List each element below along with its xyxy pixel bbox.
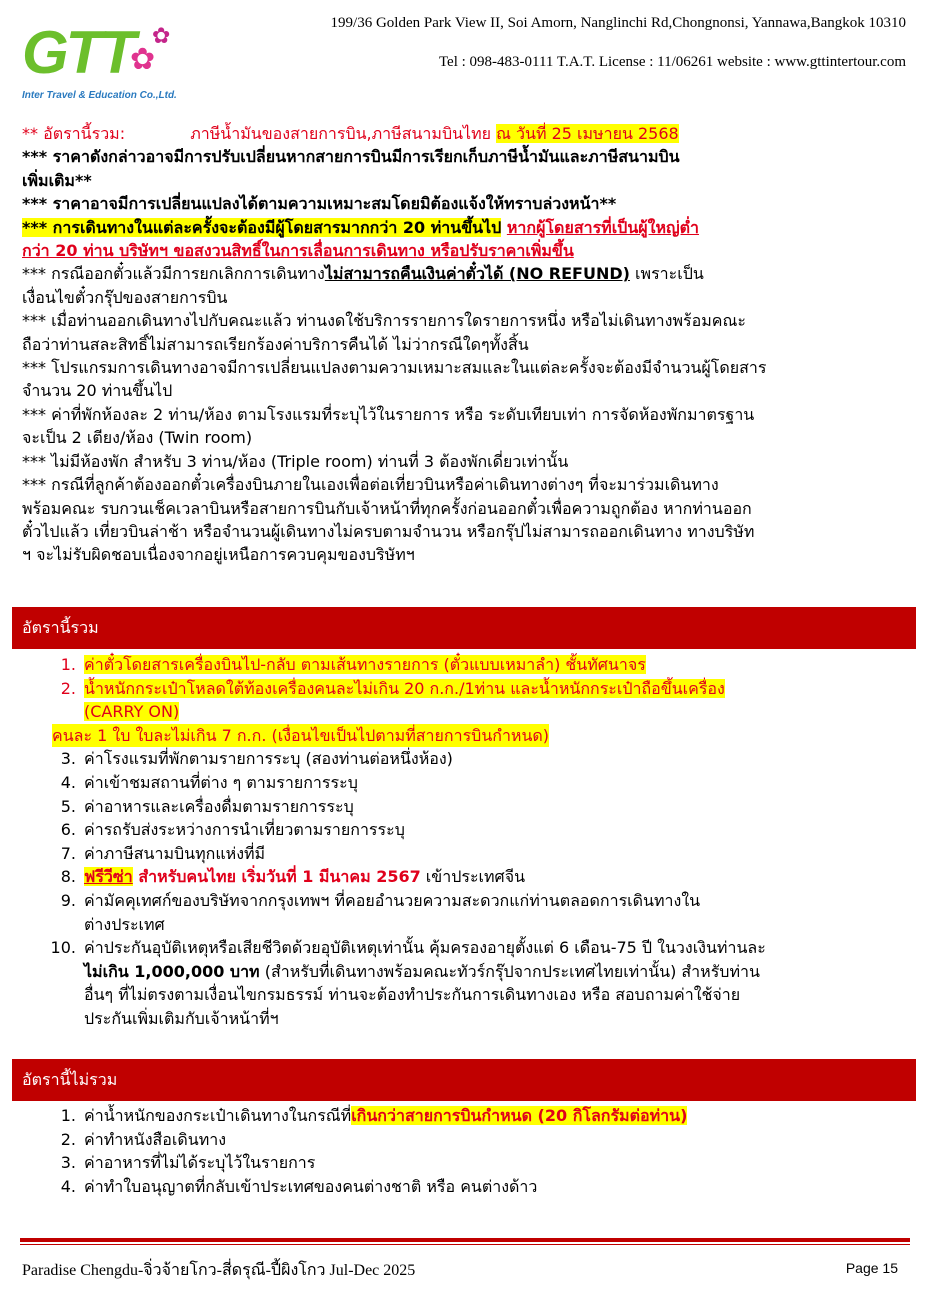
excluded-section-header: อัตรานี้ไม่รวม	[12, 1059, 916, 1101]
list-item: 7. ค่าภาษีสนามบินทุกแห่งที่มี	[60, 843, 266, 863]
footer-divider	[20, 1244, 910, 1245]
flower-icon: ✿	[152, 24, 171, 49]
logo-subtitle: Inter Travel & Education Co.,Ltd.	[22, 90, 177, 101]
included-section-header: อัตรานี้รวม	[12, 607, 916, 649]
list-item: 3. ค่าอาหารที่ไม่ได้ระบุไว้ในรายการ	[60, 1153, 316, 1173]
list-item: 5. ค่าอาหารและเครื่องดื่มตามรายการระบุ	[60, 796, 354, 816]
list-item: 6. ค่ารถรับส่งระหว่างการนำเที่ยวตามรายการระบุ	[60, 820, 405, 840]
note-line: เพิ่มเติม**	[22, 170, 92, 190]
company-contact: Tel : 098-483-0111 T.A.T. License : 11/06261 website : www.gttintertour.com	[438, 54, 906, 70]
list-item: 2. ค่าทำหนังสือเดินทาง	[60, 1129, 227, 1149]
flower-icon: ✿	[130, 42, 156, 77]
page-number: Page 15	[845, 1260, 898, 1276]
list-item: 9. ค่ามัคคุเทศก์ของบริษัทจากกรุงเทพฯ ที่คอยอำนวยความสะดวกแก่ท่านตลอดการเดินทางใน ต่างประเทศ	[60, 890, 701, 934]
company-address: 199/36 Golden Park View II, Soi Amorn, Nanglinchi Rd,Chongnonsi, Yannawa,Bangkok 10310	[330, 15, 906, 31]
company-logo	[22, 18, 182, 110]
note-line: จะเป็น 2 เตียง/ห้อง (Twin room)	[22, 428, 253, 448]
note-line: ** อัตรานี้รวม: ภาษีน้ำมันของสายการบิน,ภาษีสนามบินไทย ณ วันที่ 25 เมษายน 2568	[22, 124, 679, 143]
note-line: ฯ จะไม่รับผิดชอบเนื่องจากอยู่เหนือการควบคุมของบริษัทฯ	[22, 545, 415, 565]
list-item: 4. ค่าเข้าชมสถานที่ต่าง ๆ ตามรายการระบุ	[60, 772, 358, 792]
note-line: ถือว่าท่านสละสิทธิ์ไม่สามารถเรียกร้องค่าบริการคืนได้ ไม่ว่ากรณีใดๆทั้งสิ้น	[22, 334, 529, 354]
list-item: 1. ค่าตั๋วโดยสารเครื่องบินไป-กลับ ตามเส้นทางรายการ (ตั๋วแบบเหมาลำ) ชั้นทัศนาจร	[60, 655, 646, 674]
note-line: *** โปรแกรมการเดินทางอาจมีการเปลี่ยนแปลงตามความเหมาะสมและในแต่ละครั้งจะต้องมีจำนวนผู้โดยสาร	[22, 358, 767, 378]
footer-tour-name: Paradise Chengdu-จิ่วจ้ายโกว-สี่ดรุณี-ปี้ผิงโกว Jul-Dec 2025	[22, 1262, 416, 1279]
included-list	[22, 653, 910, 1031]
logo-text: GTT	[22, 19, 133, 86]
list-item-continuation: คนละ 1 ใบ ใบละไม่เกิน 7 ก.ก. (เงื่อนไขเป็นไปตามที่สายการบินกำหนด)	[52, 724, 910, 748]
note-line: *** ค่าที่พักห้องละ 2 ท่าน/ห้อง ตามโรงแรมที่ระบุไว้ในรายการ หรือ ระดับเทียบเท่า การจัดห้องพักมาตรฐาน	[22, 404, 755, 424]
list-item: 3. ค่าโรงแรมที่พักตามรายการระบุ (สองท่านต่อหนึ่งห้อง)	[60, 749, 453, 769]
list-item: 2. น้ำหนักกระเป๋าโหลดใต้ท้องเครื่องคนละไม่เกิน 20 ก.ก./1ท่าน และน้ำหนักกระเป๋าถือขึ้นเครื่อง (CARRY ON)	[60, 678, 725, 722]
notes-block	[22, 122, 910, 567]
list-item: 8. ฟรีวีซ่า สำหรับคนไทย เริ่มวันที่ 1 มีนาคม 2567 เข้าประเทศจีน	[60, 867, 526, 887]
list-item: 4. ค่าทำใบอนุญาตที่กลับเข้าประเทศของคนต่างชาติ หรือ คนต่างด้าว	[60, 1176, 538, 1196]
note-line: *** กรณีออกตั๋วแล้วมีการยกเลิกการเดินทางไม่สามารถคืนเงินค่าตั๋วได้ (NO REFUND) เพราะเป็น	[22, 264, 704, 284]
note-line: *** ราคาอาจมีการเปลี่ยนแปลงได้ตามความเหมาะสมโดยมิต้องแจ้งให้ทราบล่วงหน้า**	[22, 194, 617, 214]
note-line: *** ราคาดังกล่าวอาจมีการปรับเปลี่ยนหากสายการบินมีการเรียกเก็บภาษีน้ำมันและภาษีสนามบิน	[22, 147, 680, 167]
note-line: พร้อมคณะ รบกวนเช็คเวลาบินหรือสายการบินกับเจ้าหน้าที่ทุกครั้งก่อนออกตั๋วเพื่อความถูกต้อง หากท่านออก	[22, 498, 752, 518]
page-header	[0, 0, 950, 112]
note-line: ตั๋วไปแล้ว เที่ยวบินล่าช้า หรือจำนวนผู้เดินทางไม่ครบตามจำนวน หรือกรุ๊ปไม่สามารถออกเดินทาง ทางบริษัท	[22, 521, 755, 541]
note-line: เงื่อนไขตั๋วกรุ๊ปของสายการบิน	[22, 287, 228, 307]
list-item: 10. ค่าประกันอุบัติเหตุหรือเสียชีวิตด้วยอุบัติเหตุเท่านั้น คุ้มครองอายุตั้งแต่ 6 เดือน-75 ปี ในวงเงินท่านละ ไม่เกิน 1,000,000 บาท (สำหรับที่เดินทางพร้อมคณะทัวร์กรุ๊ปจากประเทศไทยเท่านั้น) สำหรับท่าน อื่นๆ ที่ไม่ตรงตามเงื่อนไขกรมธรรม์ ท่านจะต้องทำประกันการเดินทางเอง หรือ สอบถามค่าใช้จ่าย ประกันเพิ่มเติมกับเจ้าหน้าที่ฯ	[50, 938, 766, 1028]
list-item: 1. ค่าน้ำหนักของกระเป๋าเดินทางในกรณีที่เกินกว่าสายการบินกำหนด (20 กิโลกรัมต่อท่าน)	[60, 1106, 688, 1125]
note-line: *** ไม่มีห้องพัก สำหรับ 3 ท่าน/ห้อง (Triple room) ท่านที่ 3 ต้องพักเดี่ยวเท่านั้น	[22, 451, 569, 471]
note-line: *** กรณีที่ลูกค้าต้องออกตั๋วเครื่องบินภายในเองเพื่อต่อเที่ยวบินหรือค่าเดินทางต่างๆ ที่จะมาร่วมเดินทาง	[22, 475, 719, 495]
note-line: กว่า 20 ท่าน บริษัทฯ ขอสงวนสิทธิ์ในการเลื่อนการเดินทาง หรือปรับราคาเพิ่มขึ้น	[22, 241, 574, 261]
note-line: *** การเดินทางในแต่ละครั้งจะต้องมีผู้โดยสารมากกว่า 20 ท่านขึ้นไป หากผู้โดยสารที่เป็นผู้ใหญ่ต่ำ	[22, 217, 700, 237]
excluded-list	[22, 1104, 910, 1198]
note-line: *** เมื่อท่านออกเดินทางไปกับคณะแล้ว ท่านงดใช้บริการรายการใดรายการหนึ่ง หรือไม่เดินทางพร้อมคณะ	[22, 311, 746, 331]
footer-divider	[20, 1238, 910, 1242]
note-line: จำนวน 20 ท่านขึ้นไป	[22, 381, 173, 401]
